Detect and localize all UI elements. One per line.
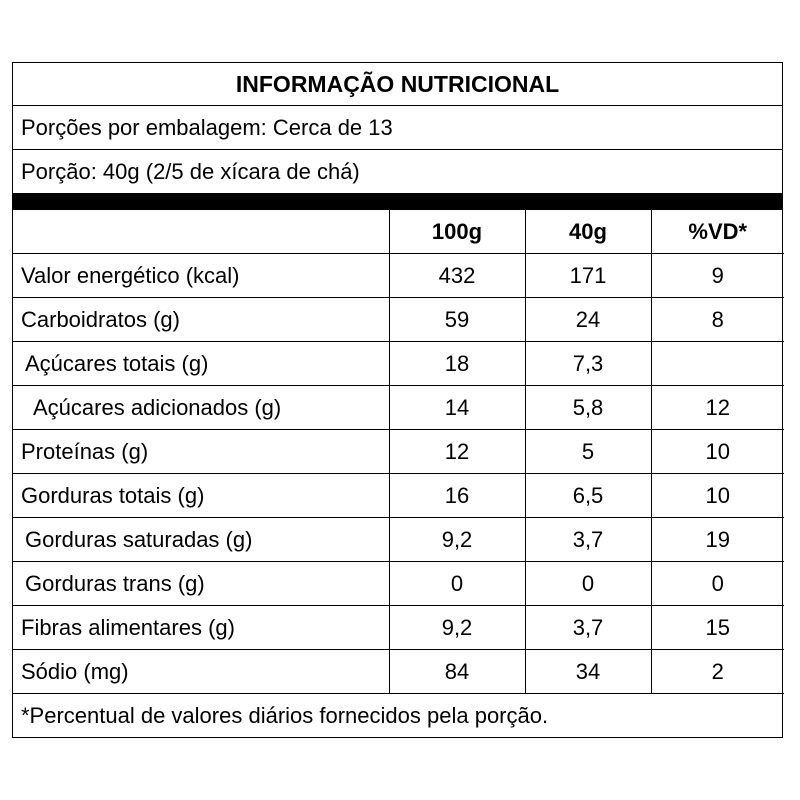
value-per-40g: 24 xyxy=(525,298,651,342)
nutrient-label: Proteínas (g) xyxy=(13,430,389,474)
value-per-40g: 171 xyxy=(525,254,651,298)
table-row xyxy=(13,650,784,694)
nutrient-label: Açúcares totais (g) xyxy=(13,342,389,386)
value-per-40g: 0 xyxy=(525,562,651,606)
daily-value-percent: 9 xyxy=(651,254,784,298)
daily-value-percent: 8 xyxy=(651,298,784,342)
panel-title: INFORMAÇÃO NUTRICIONAL xyxy=(13,63,782,106)
table-row xyxy=(13,342,784,386)
value-per-100g: 9,2 xyxy=(389,518,525,562)
nutrient-label: Valor energético (kcal) xyxy=(13,254,389,298)
daily-value-percent: 0 xyxy=(651,562,784,606)
table-row xyxy=(13,606,784,650)
value-per-40g: 5,8 xyxy=(525,386,651,430)
value-per-100g: 432 xyxy=(389,254,525,298)
value-per-40g: 3,7 xyxy=(525,606,651,650)
column-header-40g: 40g xyxy=(525,210,651,254)
daily-value-percent: 12 xyxy=(651,386,784,430)
value-per-100g: 84 xyxy=(389,650,525,694)
serving-size: Porção: 40g (2/5 de xícara de chá) xyxy=(21,159,360,184)
column-header-label xyxy=(13,210,389,254)
value-per-40g: 6,5 xyxy=(525,474,651,518)
table-row xyxy=(13,298,784,342)
nutrient-label: Gorduras trans (g) xyxy=(13,562,389,606)
nutrient-label: Fibras alimentares (g) xyxy=(13,606,389,650)
table-row xyxy=(13,562,784,606)
nutrient-label: Gorduras saturadas (g) xyxy=(13,518,389,562)
value-per-100g: 9,2 xyxy=(389,606,525,650)
value-per-100g: 0 xyxy=(389,562,525,606)
value-per-100g: 12 xyxy=(389,430,525,474)
value-per-40g: 34 xyxy=(525,650,651,694)
footnote: *Percentual de valores diários fornecidos pela porção. xyxy=(21,703,549,728)
nutrient-label: Gorduras totais (g) xyxy=(13,474,389,518)
value-per-40g: 7,3 xyxy=(525,342,651,386)
table-body xyxy=(13,254,784,694)
value-per-100g: 14 xyxy=(389,386,525,430)
nutrition-table xyxy=(13,210,784,694)
nutrition-facts-panel xyxy=(12,62,783,738)
value-per-100g: 16 xyxy=(389,474,525,518)
daily-value-percent: 19 xyxy=(651,518,784,562)
table-row xyxy=(13,518,784,562)
daily-value-percent: 15 xyxy=(651,606,784,650)
value-per-100g: 18 xyxy=(389,342,525,386)
table-row xyxy=(13,386,784,430)
table-row xyxy=(13,474,784,518)
value-per-40g: 5 xyxy=(525,430,651,474)
servings-per-package: Porções por embalagem: Cerca de 13 xyxy=(13,106,782,150)
nutrient-label: Carboidratos (g) xyxy=(13,298,389,342)
table-row xyxy=(13,430,784,474)
thick-divider xyxy=(13,193,782,210)
column-header-100g: 100g xyxy=(389,210,525,254)
daily-value-percent: 2 xyxy=(651,650,784,694)
daily-value-percent: 10 xyxy=(651,474,784,518)
daily-value-percent xyxy=(651,342,784,386)
table-header-row xyxy=(13,210,784,254)
nutrient-label: Açúcares adicionados (g) xyxy=(13,386,389,430)
nutrient-label: Sódio (mg) xyxy=(13,650,389,694)
column-header-vd: %VD* xyxy=(651,210,784,254)
value-per-100g: 59 xyxy=(389,298,525,342)
value-per-40g: 3,7 xyxy=(525,518,651,562)
table-row xyxy=(13,254,784,298)
daily-value-percent: 10 xyxy=(651,430,784,474)
